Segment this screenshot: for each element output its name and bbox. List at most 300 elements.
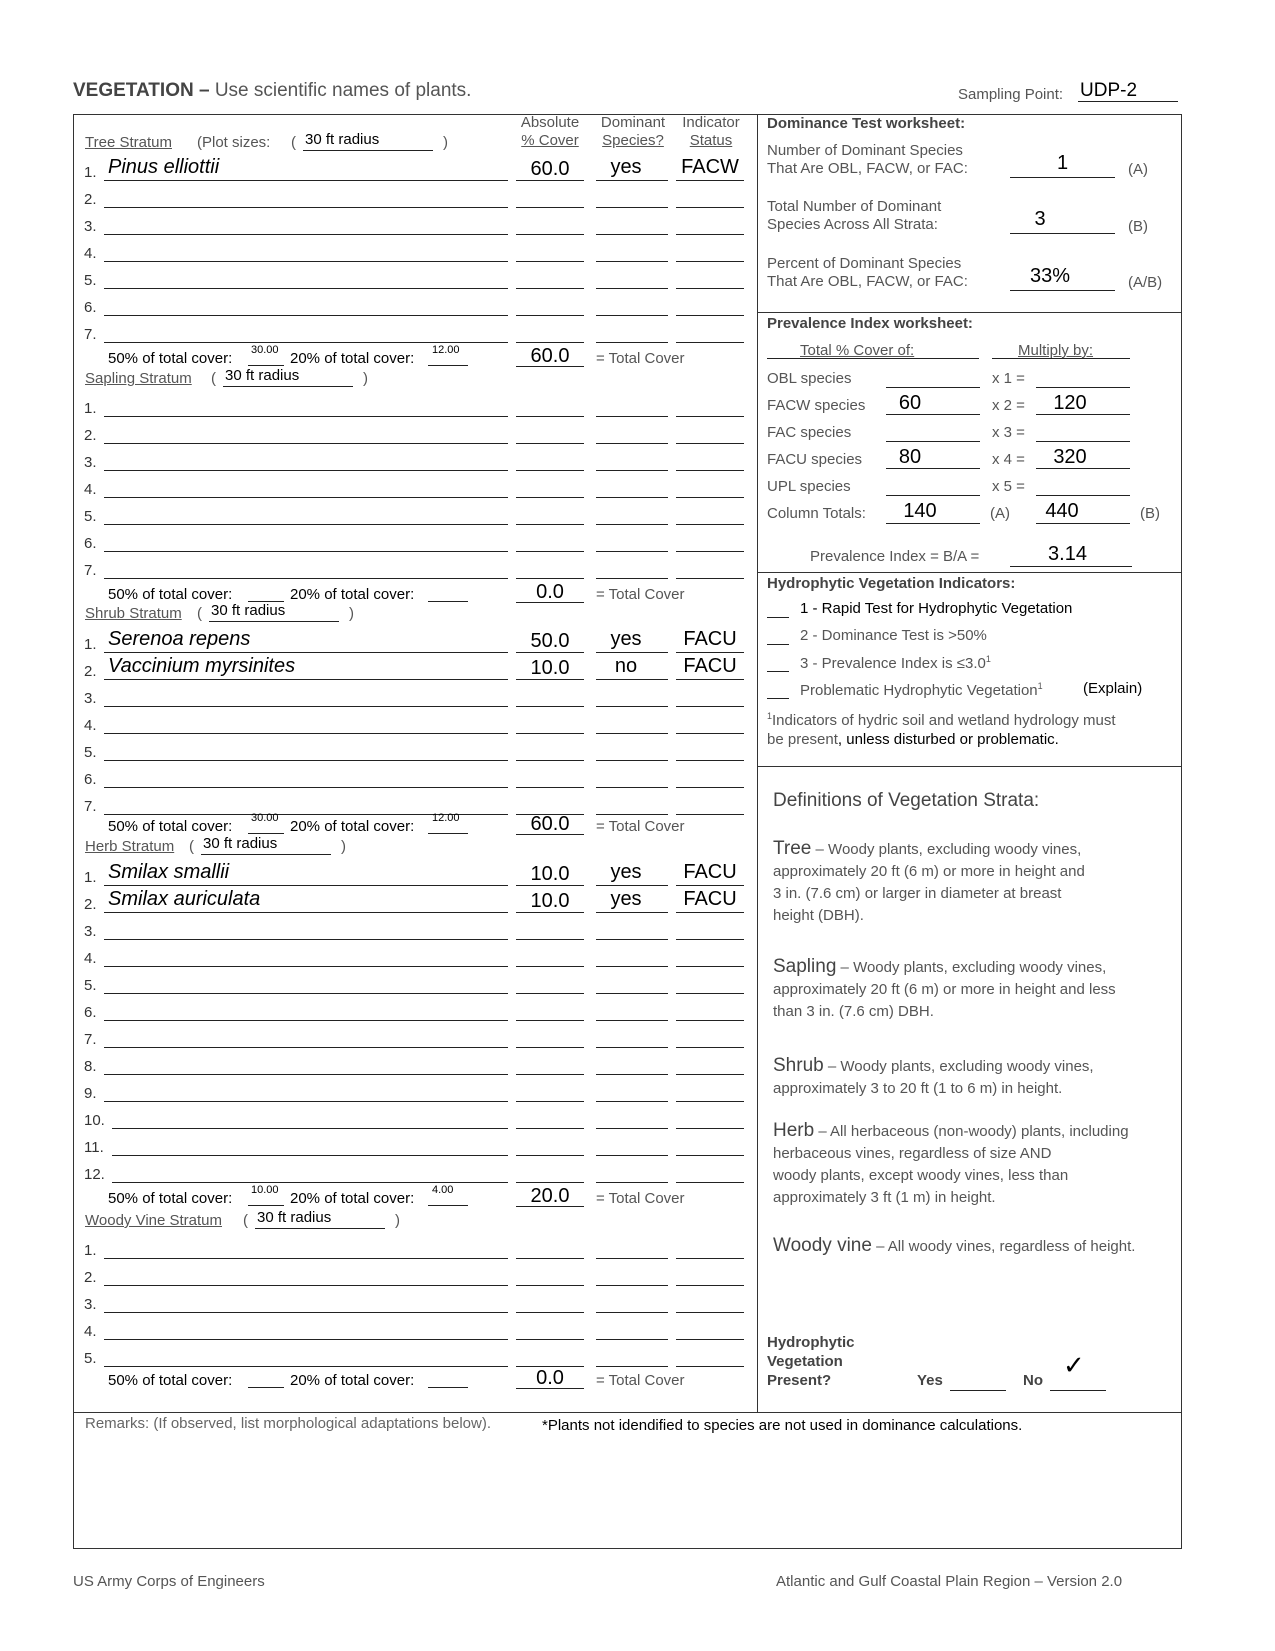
status-field[interactable] <box>676 1047 744 1048</box>
status-field[interactable] <box>676 706 744 707</box>
prevalence-product-field[interactable] <box>1036 387 1130 388</box>
dominant-field[interactable] <box>596 1312 668 1313</box>
cover-field[interactable] <box>516 551 584 552</box>
species-field[interactable] <box>104 524 508 525</box>
cover-field[interactable] <box>516 1182 584 1183</box>
dominant-field[interactable] <box>596 288 668 289</box>
species-field[interactable] <box>104 551 508 552</box>
hydro-no-field[interactable] <box>1050 1390 1106 1391</box>
status-value[interactable]: FACU <box>683 861 737 883</box>
cover-field[interactable] <box>516 234 584 235</box>
status-field[interactable] <box>676 288 744 289</box>
herb-total-cover-label: = Total Cover <box>596 1190 685 1207</box>
species-field[interactable] <box>104 885 508 886</box>
status-field[interactable] <box>676 578 744 579</box>
status-field[interactable] <box>676 443 744 444</box>
row-number: 4. <box>84 717 97 734</box>
indicator-item: Problematic Hydrophytic Vegetation$^1$ <box>800 681 1043 699</box>
cover-field[interactable] <box>516 1074 584 1075</box>
indicator-checkbox[interactable] <box>767 698 789 699</box>
row-number: 5. <box>84 744 97 761</box>
species-field[interactable] <box>104 1020 508 1021</box>
shrub-total-cover-value[interactable]: 60.0 <box>530 813 570 835</box>
prevalence-cover-value[interactable]: 80 <box>898 446 922 468</box>
dominant-field[interactable] <box>596 706 668 707</box>
dominance-b-label: Total Number of Dominant Species Across All Strata: <box>767 198 942 233</box>
species-field[interactable] <box>104 234 508 235</box>
status-field[interactable] <box>676 261 744 262</box>
species-name[interactable]: Serenoa repens <box>108 628 251 650</box>
indicators-explain: (Explain) <box>1083 680 1143 697</box>
divider-remarks <box>73 1412 1182 1413</box>
row-number: 2. <box>84 427 97 444</box>
dominant-field[interactable] <box>596 1366 668 1367</box>
status-field[interactable] <box>676 1155 744 1156</box>
cover-field[interactable] <box>516 760 584 761</box>
dominant-field[interactable] <box>596 261 668 262</box>
species-field[interactable] <box>104 470 508 471</box>
herb-pct50-label: 50% of total cover: <box>108 1190 233 1207</box>
definition-item: Sapling – Woody plants, excluding woody vines, approximately 20 ft (6 m) or more in height and less than 3 in. (7.6 cm) DBH. <box>773 956 1116 1020</box>
dominant-field[interactable] <box>596 1285 668 1286</box>
footer-right: Atlantic and Gulf Coastal Plain Region – Version 2.0 <box>776 1573 1123 1590</box>
herb-stratum-label: Herb Stratum <box>85 838 175 855</box>
col-dominant: Dominant Species? <box>600 114 666 149</box>
woody-vine-pct50-label: 50% of total cover: <box>108 1372 233 1389</box>
species-field[interactable] <box>104 733 508 734</box>
herb-pct50-value[interactable]: 10.00 <box>251 1184 279 1196</box>
dominant-field[interactable] <box>596 578 668 579</box>
species-field[interactable] <box>104 912 508 913</box>
status-field[interactable] <box>676 993 744 994</box>
species-field[interactable] <box>104 787 508 788</box>
status-field[interactable] <box>676 787 744 788</box>
indicator-item: 2 - Dominance Test is >50% <box>800 627 987 644</box>
dominance-b-value[interactable]: 3 <box>1034 208 1046 230</box>
cover-field[interactable] <box>516 470 584 471</box>
status-field[interactable] <box>676 966 744 967</box>
status-field[interactable] <box>676 1020 744 1021</box>
divider-indicators <box>757 572 1182 573</box>
definition-item: Shrub – Woody plants, excluding woody vines, approximately 3 to 20 ft (1 to 6 m) in height. <box>773 1055 1094 1097</box>
species-name[interactable]: Smilax smallii <box>108 861 230 883</box>
prevalence-cover-field[interactable] <box>886 387 980 388</box>
species-field[interactable] <box>104 1047 508 1048</box>
status-field[interactable] <box>676 1285 744 1286</box>
remarks-label: Remarks: (If observed, list morphological adaptations below). <box>85 1415 492 1432</box>
status-field[interactable] <box>676 524 744 525</box>
cover-field[interactable] <box>516 1020 584 1021</box>
cover-field[interactable] <box>516 993 584 994</box>
species-field[interactable] <box>104 1339 508 1340</box>
row-number: 4. <box>84 1323 97 1340</box>
species-field[interactable] <box>112 1182 508 1183</box>
status-field[interactable] <box>676 912 744 913</box>
title-rest: Use scientific names of plants. <box>214 80 472 101</box>
dominance-ab-tag: (A/B) <box>1128 274 1163 291</box>
cover-field[interactable] <box>516 1101 584 1102</box>
dominant-field[interactable] <box>596 679 668 680</box>
cover-field[interactable] <box>516 524 584 525</box>
footer-left: US Army Corps of Engineers <box>73 1573 265 1590</box>
woody-vine-total-cover-value[interactable]: 0.0 <box>536 1367 564 1389</box>
prevalence-row-label: OBL species <box>767 370 852 387</box>
status-field[interactable] <box>676 760 744 761</box>
dominance-a-value[interactable]: 1 <box>1056 152 1069 174</box>
dominance-ab-value[interactable]: 33% <box>1029 265 1071 287</box>
dominance-a-label: Number of Dominant Species That Are OBL, FACW, or FAC: <box>767 142 968 177</box>
prevalence-product-field[interactable] <box>1036 441 1130 442</box>
prevalence-mult: x 5 = <box>992 478 1025 495</box>
species-field[interactable] <box>112 1128 508 1129</box>
prevalence-row-label: UPL species <box>767 478 851 495</box>
status-value[interactable]: FACU <box>683 888 737 910</box>
prevalence-row-label: FACW species <box>767 397 866 414</box>
dominant-field[interactable] <box>596 885 668 886</box>
prevalence-cover-value[interactable]: 60 <box>898 392 922 414</box>
dominant-value[interactable]: yes <box>610 156 642 178</box>
row-number: 3. <box>84 690 97 707</box>
row-number: 12. <box>84 1166 105 1183</box>
cover-field[interactable] <box>516 706 584 707</box>
dominant-field[interactable] <box>596 814 668 815</box>
status-field[interactable] <box>676 551 744 552</box>
shrub-stratum-label: Shrub Stratum <box>85 605 182 622</box>
cover-field[interactable] <box>516 1047 584 1048</box>
sapling-stratum-label: Sapling Stratum <box>85 370 192 387</box>
prevalence-total-a[interactable]: 140 <box>903 500 937 522</box>
dominant-field[interactable] <box>596 207 668 208</box>
tree-total-cover-label: = Total Cover <box>596 350 685 367</box>
status-field[interactable] <box>676 1128 744 1129</box>
definition-item: Woody vine – All woody vines, regardless of height. <box>773 1235 1136 1256</box>
tree-pct50-value[interactable]: 30.00 <box>251 344 279 356</box>
herb-total-cover-value[interactable]: 20.0 <box>530 1185 570 1207</box>
species-field[interactable] <box>104 207 508 208</box>
cover-field[interactable] <box>516 288 584 289</box>
status-field[interactable] <box>676 180 744 181</box>
species-name[interactable]: Pinus elliottii <box>108 156 220 178</box>
row-number: 1. <box>84 636 97 653</box>
shrub-total-cover-label: = Total Cover <box>596 818 685 835</box>
species-field[interactable] <box>104 261 508 262</box>
indicator-checkbox[interactable] <box>767 644 789 645</box>
dominant-field[interactable] <box>596 1020 668 1021</box>
dominant-field[interactable] <box>596 733 668 734</box>
sapling-pct20-label: 20% of total cover: <box>290 586 415 603</box>
shrub-paren-close: ) <box>349 605 354 622</box>
species-field[interactable] <box>104 1101 508 1102</box>
row-number: 6. <box>84 299 97 316</box>
species-name[interactable]: Vaccinium myrsinites <box>108 655 296 677</box>
species-field[interactable] <box>104 1285 508 1286</box>
row-number: 4. <box>84 245 97 262</box>
dominant-field[interactable] <box>596 760 668 761</box>
dominant-field[interactable] <box>596 1074 668 1075</box>
status-field[interactable] <box>676 470 744 471</box>
dominant-field[interactable] <box>596 787 668 788</box>
status-field[interactable] <box>676 342 744 343</box>
tree-pct20-value[interactable]: 12.00 <box>432 344 460 356</box>
row-number: 4. <box>84 481 97 498</box>
species-field[interactable] <box>104 180 508 181</box>
status-value[interactable]: FACU <box>683 655 737 677</box>
cover-field[interactable] <box>516 733 584 734</box>
prevalence-product-value[interactable]: 120 <box>1053 392 1087 414</box>
dominant-field[interactable] <box>596 470 668 471</box>
definitions-title: Definitions of Vegetation Strata: <box>773 790 1040 811</box>
status-field[interactable] <box>676 207 744 208</box>
cover-field[interactable] <box>516 207 584 208</box>
prevalence-index-label: Prevalence Index = B/A = <box>810 548 980 565</box>
row-number: 3. <box>84 923 97 940</box>
dominant-field[interactable] <box>596 966 668 967</box>
dominant-field[interactable] <box>596 497 668 498</box>
row-number: 4. <box>84 950 97 967</box>
status-field[interactable] <box>676 1074 744 1075</box>
prevalence-product-field[interactable] <box>1036 495 1130 496</box>
dominant-field[interactable] <box>596 524 668 525</box>
woody-vine-paren-open: ( <box>243 1212 248 1229</box>
dominant-field[interactable] <box>596 1182 668 1183</box>
status-value[interactable]: FACW <box>681 156 739 178</box>
status-field[interactable] <box>676 1339 744 1340</box>
prevalence-row-label: FAC species <box>767 424 852 441</box>
dominant-field[interactable] <box>596 551 668 552</box>
status-field[interactable] <box>676 733 744 734</box>
species-field[interactable] <box>104 939 508 940</box>
prevalence-col1: Total % Cover of: <box>800 342 915 359</box>
species-field[interactable] <box>104 497 508 498</box>
status-field[interactable] <box>676 416 744 417</box>
prevalence-tag-b: (B) <box>1140 505 1160 522</box>
status-value[interactable]: FACU <box>683 628 737 650</box>
sampling-point-value[interactable]: UDP-2 <box>1080 80 1138 101</box>
herb-paren-open: ( <box>189 838 194 855</box>
status-field[interactable] <box>676 1182 744 1183</box>
species-field[interactable] <box>104 760 508 761</box>
shrub-pct20-value[interactable]: 12.00 <box>432 812 460 824</box>
prevalence-cover-field[interactable] <box>886 495 980 496</box>
status-field[interactable] <box>676 1101 744 1102</box>
species-field[interactable] <box>104 1074 508 1075</box>
dominant-value[interactable]: yes <box>610 861 642 883</box>
species-field[interactable] <box>104 679 508 680</box>
sapling-pct50-label: 50% of total cover: <box>108 586 233 603</box>
dominant-field[interactable] <box>596 1101 668 1102</box>
hydro-no-check[interactable]: ✓ <box>1063 1350 1085 1380</box>
row-number: 2. <box>84 1269 97 1286</box>
tree-total-cover-value[interactable]: 60.0 <box>530 345 570 367</box>
woody-vine-stratum-label: Woody Vine Stratum <box>85 1212 223 1229</box>
indicator-checkbox[interactable] <box>767 671 789 672</box>
cover-field[interactable] <box>516 1128 584 1129</box>
row-number: 5. <box>84 1350 97 1367</box>
shrub-pct50-value[interactable]: 30.00 <box>251 812 279 824</box>
row-number: 2. <box>84 191 97 208</box>
status-field[interactable] <box>676 315 744 316</box>
shrub-pct50-label: 50% of total cover: <box>108 818 233 835</box>
row-number: 2. <box>84 896 97 913</box>
species-field[interactable] <box>112 1155 508 1156</box>
species-field[interactable] <box>104 578 508 579</box>
dominant-field[interactable] <box>596 315 668 316</box>
species-field[interactable] <box>104 443 508 444</box>
cover-field[interactable] <box>516 315 584 316</box>
sapling-paren-close: ) <box>363 370 368 387</box>
species-name[interactable]: Smilax auriculata <box>108 888 261 910</box>
herb-pct20-label: 20% of total cover: <box>290 1190 415 1207</box>
prevalence-index-value[interactable]: 3.14 <box>1048 543 1087 565</box>
column-divider <box>757 114 758 1412</box>
hydro-yes-field[interactable] <box>950 1390 1006 1391</box>
sapling-radius[interactable]: 30 ft radius <box>225 367 300 384</box>
tree-radius[interactable]: 30 ft radius <box>305 131 380 148</box>
status-field[interactable] <box>676 679 744 680</box>
dominant-field[interactable] <box>596 1258 668 1259</box>
herb-radius[interactable]: 30 ft radius <box>203 835 278 852</box>
shrub-radius[interactable]: 30 ft radius <box>211 602 286 619</box>
sapling-total-cover-value[interactable]: 0.0 <box>536 581 564 603</box>
cover-value[interactable]: 10.0 <box>530 657 570 679</box>
row-number: 3. <box>84 218 97 235</box>
dominant-field[interactable] <box>596 939 668 940</box>
cover-field[interactable] <box>516 443 584 444</box>
species-field[interactable] <box>104 706 508 707</box>
status-field[interactable] <box>676 1366 744 1367</box>
status-field[interactable] <box>676 939 744 940</box>
species-field[interactable] <box>104 652 508 653</box>
species-field[interactable] <box>104 1312 508 1313</box>
dominance-a-tag: (A) <box>1128 161 1148 178</box>
woody-vine-pct20-label: 20% of total cover: <box>290 1372 415 1389</box>
row-number: 1. <box>84 164 97 181</box>
status-field[interactable] <box>676 1312 744 1313</box>
hydro-yes-label: Yes <box>917 1372 943 1389</box>
dominant-value[interactable]: no <box>614 655 638 677</box>
divider-definitions <box>757 766 1182 767</box>
species-field[interactable] <box>104 1258 508 1259</box>
cover-value[interactable]: 50.0 <box>530 630 570 652</box>
row-number: 8. <box>84 1058 97 1075</box>
woody-vine-paren-close: ) <box>395 1212 400 1229</box>
prevalence-mult: x 4 = <box>992 451 1025 468</box>
dominant-field[interactable] <box>596 443 668 444</box>
cover-field[interactable] <box>516 342 584 343</box>
cover-field[interactable] <box>516 497 584 498</box>
definition-item: Tree – Woody plants, excluding woody vines, approximately 20 ft (6 m) or more in height and 3 in. (7.6 cm) or larger in diameter at breast height (DBH). <box>773 838 1085 924</box>
dominant-field[interactable] <box>596 234 668 235</box>
prevalence-total-b[interactable]: 440 <box>1045 500 1079 522</box>
dominant-field[interactable] <box>596 912 668 913</box>
status-field[interactable] <box>676 885 744 886</box>
dominant-field[interactable] <box>596 180 668 181</box>
dominant-field[interactable] <box>596 652 668 653</box>
cover-field[interactable] <box>516 1155 584 1156</box>
indicator-item: 1 - Rapid Test for Hydrophytic Vegetation <box>800 600 1073 617</box>
cover-field[interactable] <box>516 416 584 417</box>
cover-field[interactable] <box>516 1339 584 1340</box>
row-number: 5. <box>84 508 97 525</box>
species-field[interactable] <box>104 1366 508 1367</box>
status-field[interactable] <box>676 814 744 815</box>
row-number: 1. <box>84 1242 97 1259</box>
row-number: 6. <box>84 535 97 552</box>
prevalence-mult: x 2 = <box>992 397 1025 414</box>
cover-value[interactable]: 60.0 <box>530 158 570 180</box>
row-number: 11. <box>84 1139 104 1156</box>
cover-field[interactable] <box>516 966 584 967</box>
dominant-field[interactable] <box>596 342 668 343</box>
species-field[interactable] <box>104 416 508 417</box>
col-indicator: Indicator Status <box>682 114 740 149</box>
title-bold: VEGETATION – <box>73 80 210 101</box>
definition-item: Herb – All herbaceous (non-woody) plants, including herbaceous vines, regardless of size AND woody plants, except woody vines, less than approximately 3 ft (1 m) in height. <box>773 1120 1129 1206</box>
status-field[interactable] <box>676 652 744 653</box>
status-field[interactable] <box>676 234 744 235</box>
row-number: 1. <box>84 869 97 886</box>
sapling-paren-open: ( <box>211 370 216 387</box>
status-field[interactable] <box>676 1258 744 1259</box>
dominant-field[interactable] <box>596 1155 668 1156</box>
row-number: 10. <box>84 1112 105 1129</box>
row-number: 7. <box>84 798 97 815</box>
woody-vine-radius[interactable]: 30 ft radius <box>257 1209 332 1226</box>
prevalence-cover-field[interactable] <box>886 441 980 442</box>
cover-field[interactable] <box>516 1285 584 1286</box>
indicators-footnote: $^1$Indicators of hydric soil and wetland hydrology must be present, unless disturbed or problematic. <box>767 711 1116 748</box>
cover-field[interactable] <box>516 578 584 579</box>
indicator-item: 3 - Prevalence Index is $\le 3.0^1$ <box>800 654 991 672</box>
species-field[interactable] <box>104 315 508 316</box>
plot-sizes-label: (Plot sizes: <box>197 134 271 151</box>
prevalence-product-value[interactable]: 320 <box>1053 446 1087 468</box>
dominant-field[interactable] <box>596 1047 668 1048</box>
species-field[interactable] <box>104 342 508 343</box>
status-field[interactable] <box>676 497 744 498</box>
dominant-value[interactable]: yes <box>610 888 642 910</box>
dominant-field[interactable] <box>596 993 668 994</box>
cover-field[interactable] <box>516 787 584 788</box>
dominant-value[interactable]: yes <box>610 628 642 650</box>
remarks-note[interactable]: *Plants not idendified to species are not used in dominance calculations. <box>542 1417 1023 1434</box>
dominant-field[interactable] <box>596 1128 668 1129</box>
prevalence-mult: x 1 = <box>992 370 1025 387</box>
dominant-field[interactable] <box>596 416 668 417</box>
shrub-pct20-label: 20% of total cover: <box>290 818 415 835</box>
prevalence-totals-label: Column Totals: <box>767 505 866 522</box>
cover-value[interactable]: 10.0 <box>530 863 570 885</box>
dominance-b-tag: (B) <box>1128 218 1148 235</box>
cover-field[interactable] <box>516 939 584 940</box>
dominance-ab-label: Percent of Dominant Species That Are OBL, FACW, or FAC: <box>767 255 968 290</box>
cover-field[interactable] <box>516 1312 584 1313</box>
tree-paren-open: ( <box>291 134 296 151</box>
indicator-checkbox[interactable] <box>767 617 789 618</box>
species-field[interactable] <box>104 288 508 289</box>
sampling-point-line <box>1078 101 1178 102</box>
species-field[interactable] <box>104 993 508 994</box>
species-field[interactable] <box>104 966 508 967</box>
shrub-paren-open: ( <box>197 605 202 622</box>
cover-field[interactable] <box>516 1258 584 1259</box>
tree-pct20-label: 20% of total cover: <box>290 350 415 367</box>
cover-field[interactable] <box>516 261 584 262</box>
cover-value[interactable]: 10.0 <box>530 890 570 912</box>
row-number: 1. <box>84 400 97 417</box>
herb-pct20-value[interactable]: 4.00 <box>432 1184 454 1196</box>
dominant-field[interactable] <box>596 1339 668 1340</box>
